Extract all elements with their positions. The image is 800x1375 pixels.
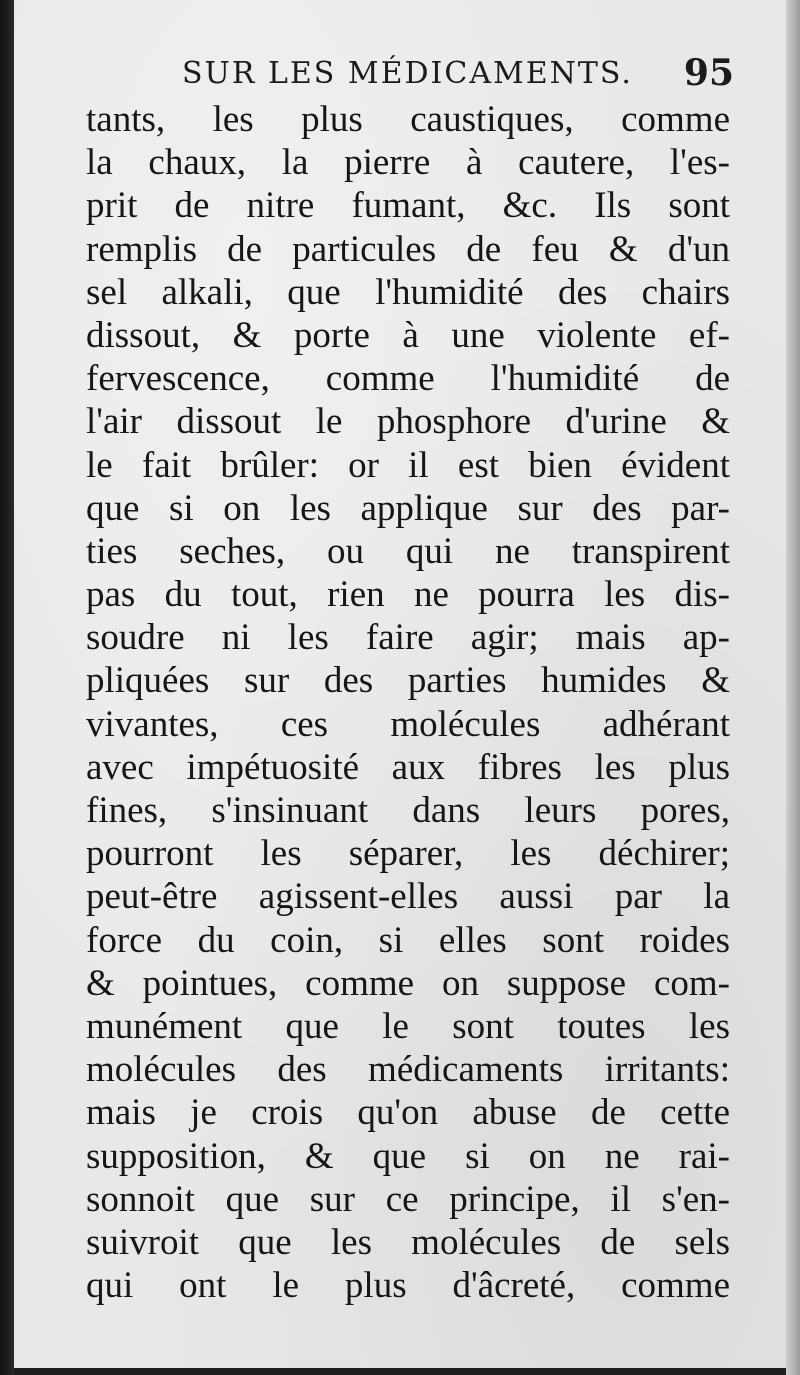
text-line: la chaux, la pierre à cautere, l'es- [86,142,730,184]
text-line: qui ont le plus d'âcreté, comme [86,1265,730,1307]
text-line: pliquées sur des parties humides & [86,660,730,702]
text-line: prit de nitre fumant, &c. Ils sont [86,185,730,227]
text-line: munément que le sont toutes les [86,1005,730,1047]
text-line: suivroit que les molécules de sels [86,1221,730,1263]
text-line: dissout, & porte à une violente ef- [86,314,730,356]
text-line: force du coin, si elles sont roides [86,919,730,961]
page-header [14,52,786,98]
text-line: vivantes, ces molécules adhérant [86,703,730,745]
page-edge [786,0,800,1375]
text-line: molécules des médicaments irritants: [86,1049,730,1091]
text-line: le fait brûler: or il est bien évident [86,444,730,486]
text-line: soudre ni les faire agir; mais ap- [86,617,730,659]
page-number: 95 [683,52,734,94]
text-line: ties seches, ou qui ne transpirent [86,530,730,572]
text-line: tants, les plus caustiques, comme [86,99,730,140]
body-text [86,98,730,1307]
text-line: l'air dissout le phosphore d'urine & [86,401,730,443]
text-line: remplis de particules de feu & d'un [86,228,730,270]
page-gutter-shadow [0,0,14,1375]
text-line: pas du tout, rien ne pourra les dis- [86,574,730,616]
running-title: SUR LES MÉDICAMENTS. [182,56,633,91]
book-page [14,0,786,1368]
text-line: avec impétuosité aux fibres les plus [86,746,730,788]
text-line: sonnoit que sur ce principe, il s'en- [86,1178,730,1220]
text-line: supposition, & que si on ne rai- [86,1135,730,1177]
text-line: fines, s'insinuant dans leurs pores, [86,790,730,831]
text-line: mais je crois qu'on abuse de cette [86,1092,730,1134]
text-line: pourront les séparer, les déchirer; [86,833,730,875]
text-line: fervescence, comme l'humidité de [86,358,730,400]
text-line: que si on les applique sur des par- [86,487,730,529]
text-line: sel alkali, que l'humidité des chairs [86,271,730,313]
text-line: & pointues, comme on suppose com- [86,962,730,1004]
text-line: peut-être agissent-elles aussi par la [86,876,730,918]
